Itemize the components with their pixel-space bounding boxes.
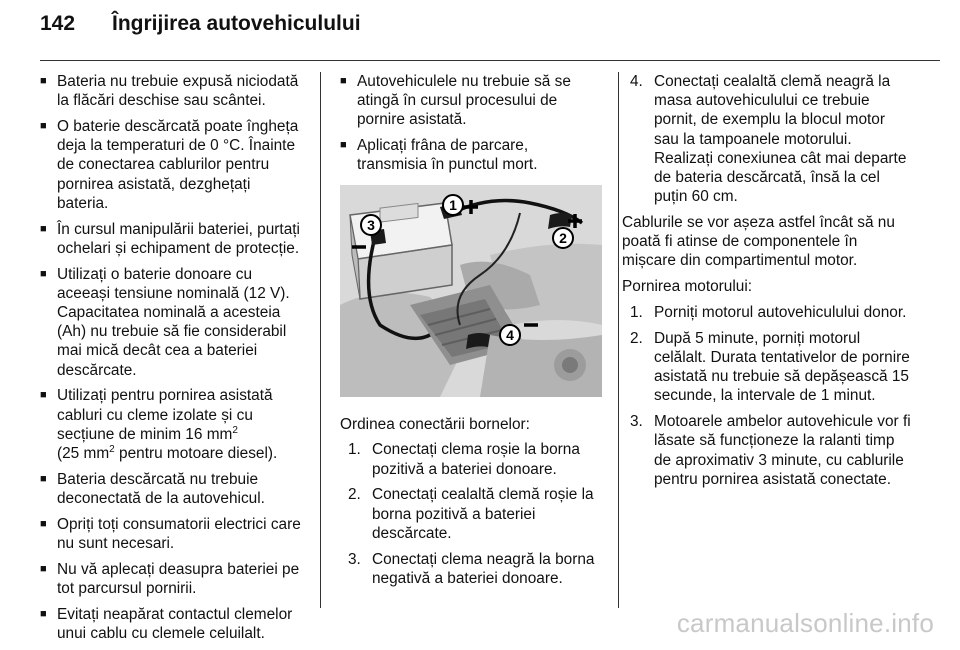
list-item: 2. Conectați cealaltă clemă roșie la borna pozitivă a bateriei descărcate. — [348, 486, 594, 542]
start-heading: Pornirea motorului: — [622, 278, 753, 296]
jump-start-illustration — [340, 185, 602, 397]
cable-note: Cablurile se vor așeza astfel încât să nu poată fi atinse de componentele în mișcare din compartimentul motor. — [622, 214, 895, 270]
bullet-icon: ■ — [40, 120, 47, 132]
svg-text:2: 2 — [559, 229, 567, 246]
callout-1 — [443, 195, 463, 215]
callout-2 — [553, 228, 573, 248]
bullet-icon: ■ — [40, 607, 47, 620]
page-title: Îngrijirea autovehiculului — [112, 12, 361, 35]
bullet-icon: ■ — [340, 75, 347, 87]
list-item: ■ Evitați neapărat contactul clemelor unui cablu cu clemele celuilalt. — [40, 605, 293, 643]
header-rule — [40, 60, 940, 61]
callout-4 — [500, 325, 520, 345]
list-item: ■ Nu vă aplecați deasupra bateriei pe tot parcursul pornirii. — [40, 560, 300, 598]
list-item-cables: ■ Utilizați pentru pornirea asistată cabluri cu cleme izolate și cu secțiune de minim 16 $mm^2$ (25 $mm^2$ pentru motoare diesel). — [40, 387, 278, 463]
bullet-icon: ■ — [40, 517, 47, 530]
list-item: ■ Utilizați o baterie donoare cu aceeași tensiune nominală (12 V). Capacitatea nominală a acesteia (Ah) nu trebuie să fie considerabil mai mică decât cea a bateriei descărcate. — [40, 265, 290, 379]
bullet-icon: ■ — [40, 75, 47, 87]
page-number: 142 — [40, 12, 76, 35]
list-item: ■ Opriți toți consumatorii electrici care nu sunt necesari. — [40, 515, 301, 553]
start-steps — [630, 303, 912, 489]
list-item: 3. Motoarele ambelor autovehicule vor fi lăsate să funcționeze la ralanti timp de aproximativ 3 minute, cu cablurile pentru pornirea asistată conectate. — [630, 413, 911, 488]
list-item: 2. După 5 minute, porniți motorul celălalt. Durata tentativelor de pornire asistată nu trebuie să depășească 15 secunde, la intervale de 1 minut. — [630, 329, 910, 405]
bullet-icon: ■ — [40, 562, 47, 575]
list-item: ■ Bateria descărcată nu trebuie deconectată de la autovehicul. — [40, 470, 265, 508]
connection-steps-cont — [630, 72, 912, 206]
list-item: ■ Autovehiculele nu trebuie să se atingă în cursul procesului de pornire asistată. — [340, 73, 571, 129]
list-item: 3. Conectați clema neagră la borna negativă a bateriei donoare. — [348, 550, 595, 587]
bullet-icon: ■ — [40, 389, 47, 402]
callout-3 — [361, 215, 381, 235]
column-divider-1 — [320, 72, 321, 608]
list-item: ■ În cursul manipulării bateriei, purtați ochelari și echipament de protecție. — [40, 220, 300, 257]
connection-steps — [348, 440, 602, 588]
bullet-icon: ■ — [40, 222, 47, 235]
column-2 — [340, 72, 602, 595]
column-1 — [40, 72, 302, 650]
column-3 — [622, 72, 912, 496]
bullet-icon: ■ — [40, 267, 47, 280]
page-header — [40, 12, 361, 52]
list-item: ■ Aplicați frâna de parcare, transmisia în punctul mort. — [340, 137, 538, 174]
bullet-icon: ■ — [340, 139, 347, 152]
list-item: ■ O baterie descărcată poate îngheța deja la temperaturi de 0 °C. Înainte de conectarea cablurilor pentru pornirea asistată, dezghețați bateria. — [40, 118, 299, 212]
column-divider-2 — [618, 72, 619, 608]
list-item: ■ Bateria nu trebuie expusă niciodată la flăcări deschise sau scântei. — [40, 73, 299, 110]
bullet-icon: ■ — [40, 472, 47, 485]
list-item: 1. Porniți motorul autovehiculului donor. — [630, 304, 907, 322]
watermark: carmanualsonline.info — [676, 608, 934, 638]
order-heading: Ordinea conectării bornelor: — [340, 415, 530, 433]
list-item: 1. Conectați clema roșie la borna pozitivă a bateriei donoare. — [348, 441, 580, 478]
prep-list — [340, 72, 602, 175]
svg-text:3: 3 — [367, 216, 375, 233]
list-item: 4. Conectați cealaltă clemă neagră la masa autovehiculului ce trebuie pornit, de exemplu la blocul motor sau la tampoanele motorului. Realizați conexiunea cât mai departe de bateria descărcată, însă la cel puțin 60 cm. — [630, 73, 907, 206]
svg-text:1: 1 — [449, 196, 457, 213]
safety-list — [40, 72, 302, 643]
svg-text:4: 4 — [506, 326, 514, 343]
